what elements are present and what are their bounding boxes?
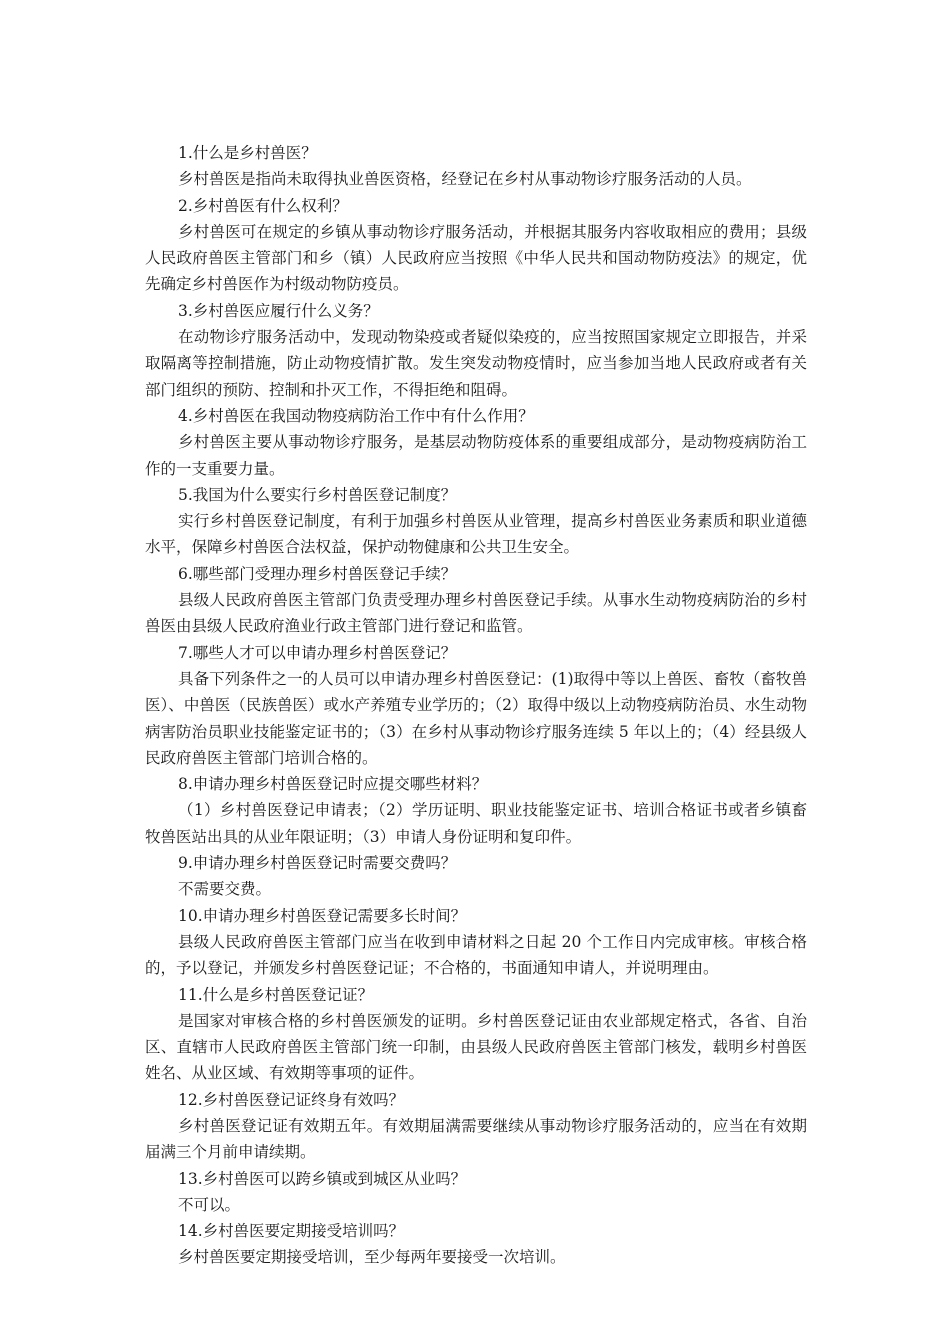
question-5: 5.我国为什么要实行乡村兽医登记制度？	[178, 485, 457, 504]
qa-item-3	[145, 298, 807, 403]
question-9: 9.申请办理乡村兽医登记时需要交费吗？	[178, 854, 457, 873]
qa-item-12	[145, 1087, 807, 1166]
answer-3: 在动物诊疗服务活动中，发现动物染疫或者疑似染疫的，应当按照国家规定立即报告，并采取隔离等控制措施，防止动物疫情扩散。发生突发动物疫情时，应当参加当地人民政府或者有关部门组织的预防、控制和扑灭工作，不得拒绝和阻碍。	[145, 328, 807, 399]
question-11: 11.什么是乡村兽医登记证？	[178, 985, 374, 1004]
qa-item-13	[145, 1166, 807, 1219]
qa-item-7	[145, 640, 807, 771]
answer-4: 乡村兽医主要从事动物诊疗服务，是基层动物防疫体系的重要组成部分，是动物疫病防治工作的一支重要力量。	[145, 433, 807, 478]
qa-item-5	[145, 482, 807, 561]
answer-6: 县级人民政府兽医主管部门负责受理办理乡村兽医登记手续。从事水生动物疫病防治的乡村兽医由县级人民政府渔业行政主管部门进行登记和监管。	[145, 591, 807, 636]
question-14: 14.乡村兽医要定期接受培训吗？	[178, 1222, 405, 1241]
question-10: 10.申请办理乡村兽医登记需要多长时间？	[178, 906, 467, 925]
qa-item-2	[145, 193, 807, 298]
answer-11: 是国家对审核合格的乡村兽医颁发的证明。乡村兽医登记证由农业部规定格式，各省、自治区、直辖市人民政府兽医主管部门统一印制，由县级人民政府兽医主管部门核发，载明乡村兽医姓名、从业区域、有效期等事项的证件。	[145, 1011, 807, 1083]
question-1: 1.什么是乡村兽医？	[178, 144, 317, 162]
question-4: 4.乡村兽医在我国动物疫病防治工作中有什么作用？	[178, 406, 534, 425]
answer-8: （1）乡村兽医登记申请表；（2）学历证明、职业技能鉴定证书、培训合格证书或者乡镇畜牧兽医站出具的从业年限证明；（3）申请人身份证明和复印件。	[145, 801, 807, 846]
question-6: 6.哪些部门受理办理乡村兽医登记手续？	[178, 564, 457, 583]
answer-2: 乡村兽医可在规定的乡镇从事动物诊疗服务活动，并根据其服务内容收取相应的费用；县级人民政府兽医主管部门和乡（镇）人民政府应当按照《中华人民共和国动物防疫法》的规定，优先确定乡村兽医作为村级动物防疫员。	[145, 222, 807, 294]
answer-12: 乡村兽医登记证有效期五年。有效期届满需要继续从事动物诊疗服务活动的，应当在有效期届满三个月前申请续期。	[145, 1116, 807, 1162]
answer-5: 实行乡村兽医登记制度，有利于加强乡村兽医从业管理，提高乡村兽医业务素质和职业道德水平，保障乡村兽医合法权益，保护动物健康和公共卫生安全。	[145, 512, 807, 557]
qa-item-4	[145, 403, 807, 482]
question-12: 12.乡村兽医登记证终身有效吗？	[178, 1090, 405, 1109]
question-13: 13.乡村兽医可以跨乡镇或到城区从业吗？	[178, 1169, 467, 1188]
answer-7: 具备下列条件之一的人员可以申请办理乡村兽医登记：(1)取得中等以上兽医、畜牧（畜牧兽医）、中兽医（民族兽医）或水产养殖专业学历的；（2）取得中级以上动物疫病防治员、水生动物病害防治员职业技能鉴定证书的；（3）在乡村从事动物诊疗服务连续 5 年以上的；（4）经县级人民政府兽医主管部门培训合格的。	[145, 669, 807, 767]
question-7: 7.哪些人才可以申请办理乡村兽医登记？	[178, 643, 457, 662]
answer-10: 县级人民政府兽医主管部门应当在收到申请材料之日起 20 个工作日内完成审核。审核合格的，予以登记，并颁发乡村兽医登记证；不合格的，书面通知申请人，并说明理由。	[145, 932, 807, 978]
qa-item-8	[145, 771, 807, 850]
qa-item-14	[145, 1218, 807, 1271]
answer-14: 乡村兽医要定期接受培训，至少每两年要接受一次培训。	[178, 1248, 566, 1267]
qa-item-11	[145, 982, 807, 1087]
qa-item-10	[145, 903, 807, 982]
question-2: 2.乡村兽医有什么权利？	[178, 196, 348, 215]
qa-item-1	[145, 140, 807, 193]
qa-item-6	[145, 561, 807, 640]
answer-9: 不需要交费。	[178, 880, 272, 899]
document-body	[145, 140, 807, 1271]
question-3: 3.乡村兽医应履行什么义务？	[178, 301, 379, 320]
answer-13: 不可以。	[178, 1195, 241, 1214]
question-8: 8.申请办理乡村兽医登记时应提交哪些材料？	[178, 775, 488, 794]
qa-item-9	[145, 850, 807, 903]
answer-1: 乡村兽医是指尚未取得执业兽医资格，经登记在乡村从事动物诊疗服务活动的人员。	[178, 170, 752, 189]
